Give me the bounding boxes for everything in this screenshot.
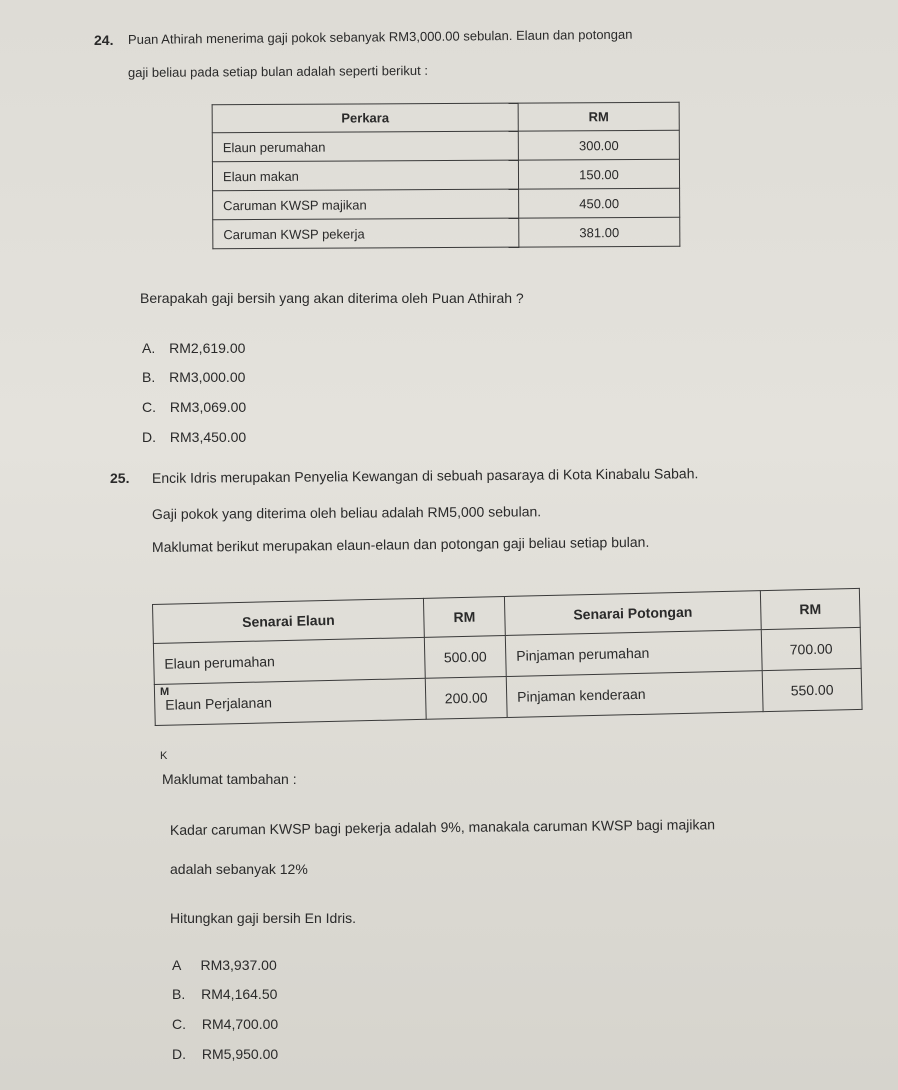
question-25-text-line2: Gaji pokok yang diterima oleh beliau adalah RM5,000 sebulan. [151,503,542,522]
question-25-text-line1: Encik Idris merupakan Penyelia Kewangan di sebuah pasaraya di Kota Kinabalu Sabah. [151,465,699,486]
header-senarai-potongan: Senarai Potongan [504,591,761,636]
allowance-label: Elaun Perjalanan [154,678,426,725]
header-rm-potongan: RM [760,588,860,629]
header-rm: RM [518,102,679,131]
option-letter: D. [172,1046,186,1062]
question-25-prompt: Hitungkan gaji bersih En Idris. [170,910,356,926]
q25-option-a[interactable] [172,957,277,973]
header-senarai-elaun: Senarai Elaun [153,598,425,643]
additional-info-title: Maklumat tambahan : [162,771,297,787]
question-25-number: 25. [110,470,130,486]
item-value: 381.00 [519,217,680,247]
question-24-table [212,102,681,249]
q24-option-c[interactable] [142,399,246,415]
option-text: RM3,937.00 [200,957,277,973]
option-text: RM5,950.00 [201,1046,279,1062]
deduction-value: 700.00 [761,627,861,670]
question-24-text-line1: Puan Athirah menerima gaji pokok sebanyak RM3,000.00 sebulan. Elaun dan potongan [127,26,633,47]
stray-mark-k: K [160,750,168,762]
option-letter: C. [142,399,156,415]
q25-option-d[interactable] [172,1046,278,1062]
q25-option-b[interactable] [172,986,277,1002]
item-label: Caruman KWSP pekerja [213,218,519,249]
option-text: RM3,000.00 [169,369,246,385]
item-label: Caruman KWSP majikan [213,189,519,220]
option-letter: B. [172,986,186,1002]
item-label: Elaun perumahan [212,131,518,162]
item-value: 450.00 [519,188,680,218]
additional-info-line1: Kadar caruman KWSP bagi pekerja adalah 9%, manakala caruman KWSP bagi majikan [169,816,716,838]
q25-option-c[interactable] [172,1016,278,1032]
option-letter: B. [142,369,156,385]
q24-option-a[interactable] [142,340,245,356]
q24-option-d[interactable] [142,429,246,445]
option-text: RM4,164.50 [201,986,278,1002]
allowance-value: 200.00 [425,676,507,719]
question-24-prompt: Berapakah gaji bersih yang akan diterima oleh Puan Athirah ? [140,290,524,306]
table-header-row [212,102,679,132]
additional-info-line2: adalah sebanyak 12% [170,861,308,877]
stray-mark-m: M [160,686,170,698]
option-text: RM3,069.00 [169,399,247,415]
header-perkara: Perkara [212,103,518,133]
item-value: 300.00 [518,130,679,160]
table-row [213,188,680,219]
option-letter: A [172,957,181,973]
deduction-label: Pinjaman kenderaan [506,671,763,718]
header-rm-elaun: RM [423,597,505,638]
question-25-text-line3: Maklumat berikut merupakan elaun-elaun dan potongan gaji beliau setiap bulan. [151,533,650,555]
allowance-label: Elaun perumahan [153,637,425,684]
table-row [212,159,679,190]
deduction-label: Pinjaman perumahan [505,630,762,677]
question-25-table [152,588,863,726]
table-row [212,130,679,161]
question-24-text-line2: gaji beliau pada setiap bulan adalah seperti berikut : [127,62,428,80]
option-letter: D. [142,429,156,445]
allowance-value: 500.00 [424,635,506,678]
q24-option-b[interactable] [142,369,245,385]
option-text: RM2,619.00 [169,340,246,356]
option-letter: A. [142,340,156,356]
item-value: 150.00 [518,159,679,189]
option-text: RM4,700.00 [201,1016,279,1032]
option-text: RM3,450.00 [169,429,247,445]
table-row [213,217,680,248]
option-letter: C. [172,1016,186,1032]
question-24-number: 24. [94,32,114,48]
deduction-value: 550.00 [762,668,862,711]
item-label: Elaun makan [212,160,518,191]
